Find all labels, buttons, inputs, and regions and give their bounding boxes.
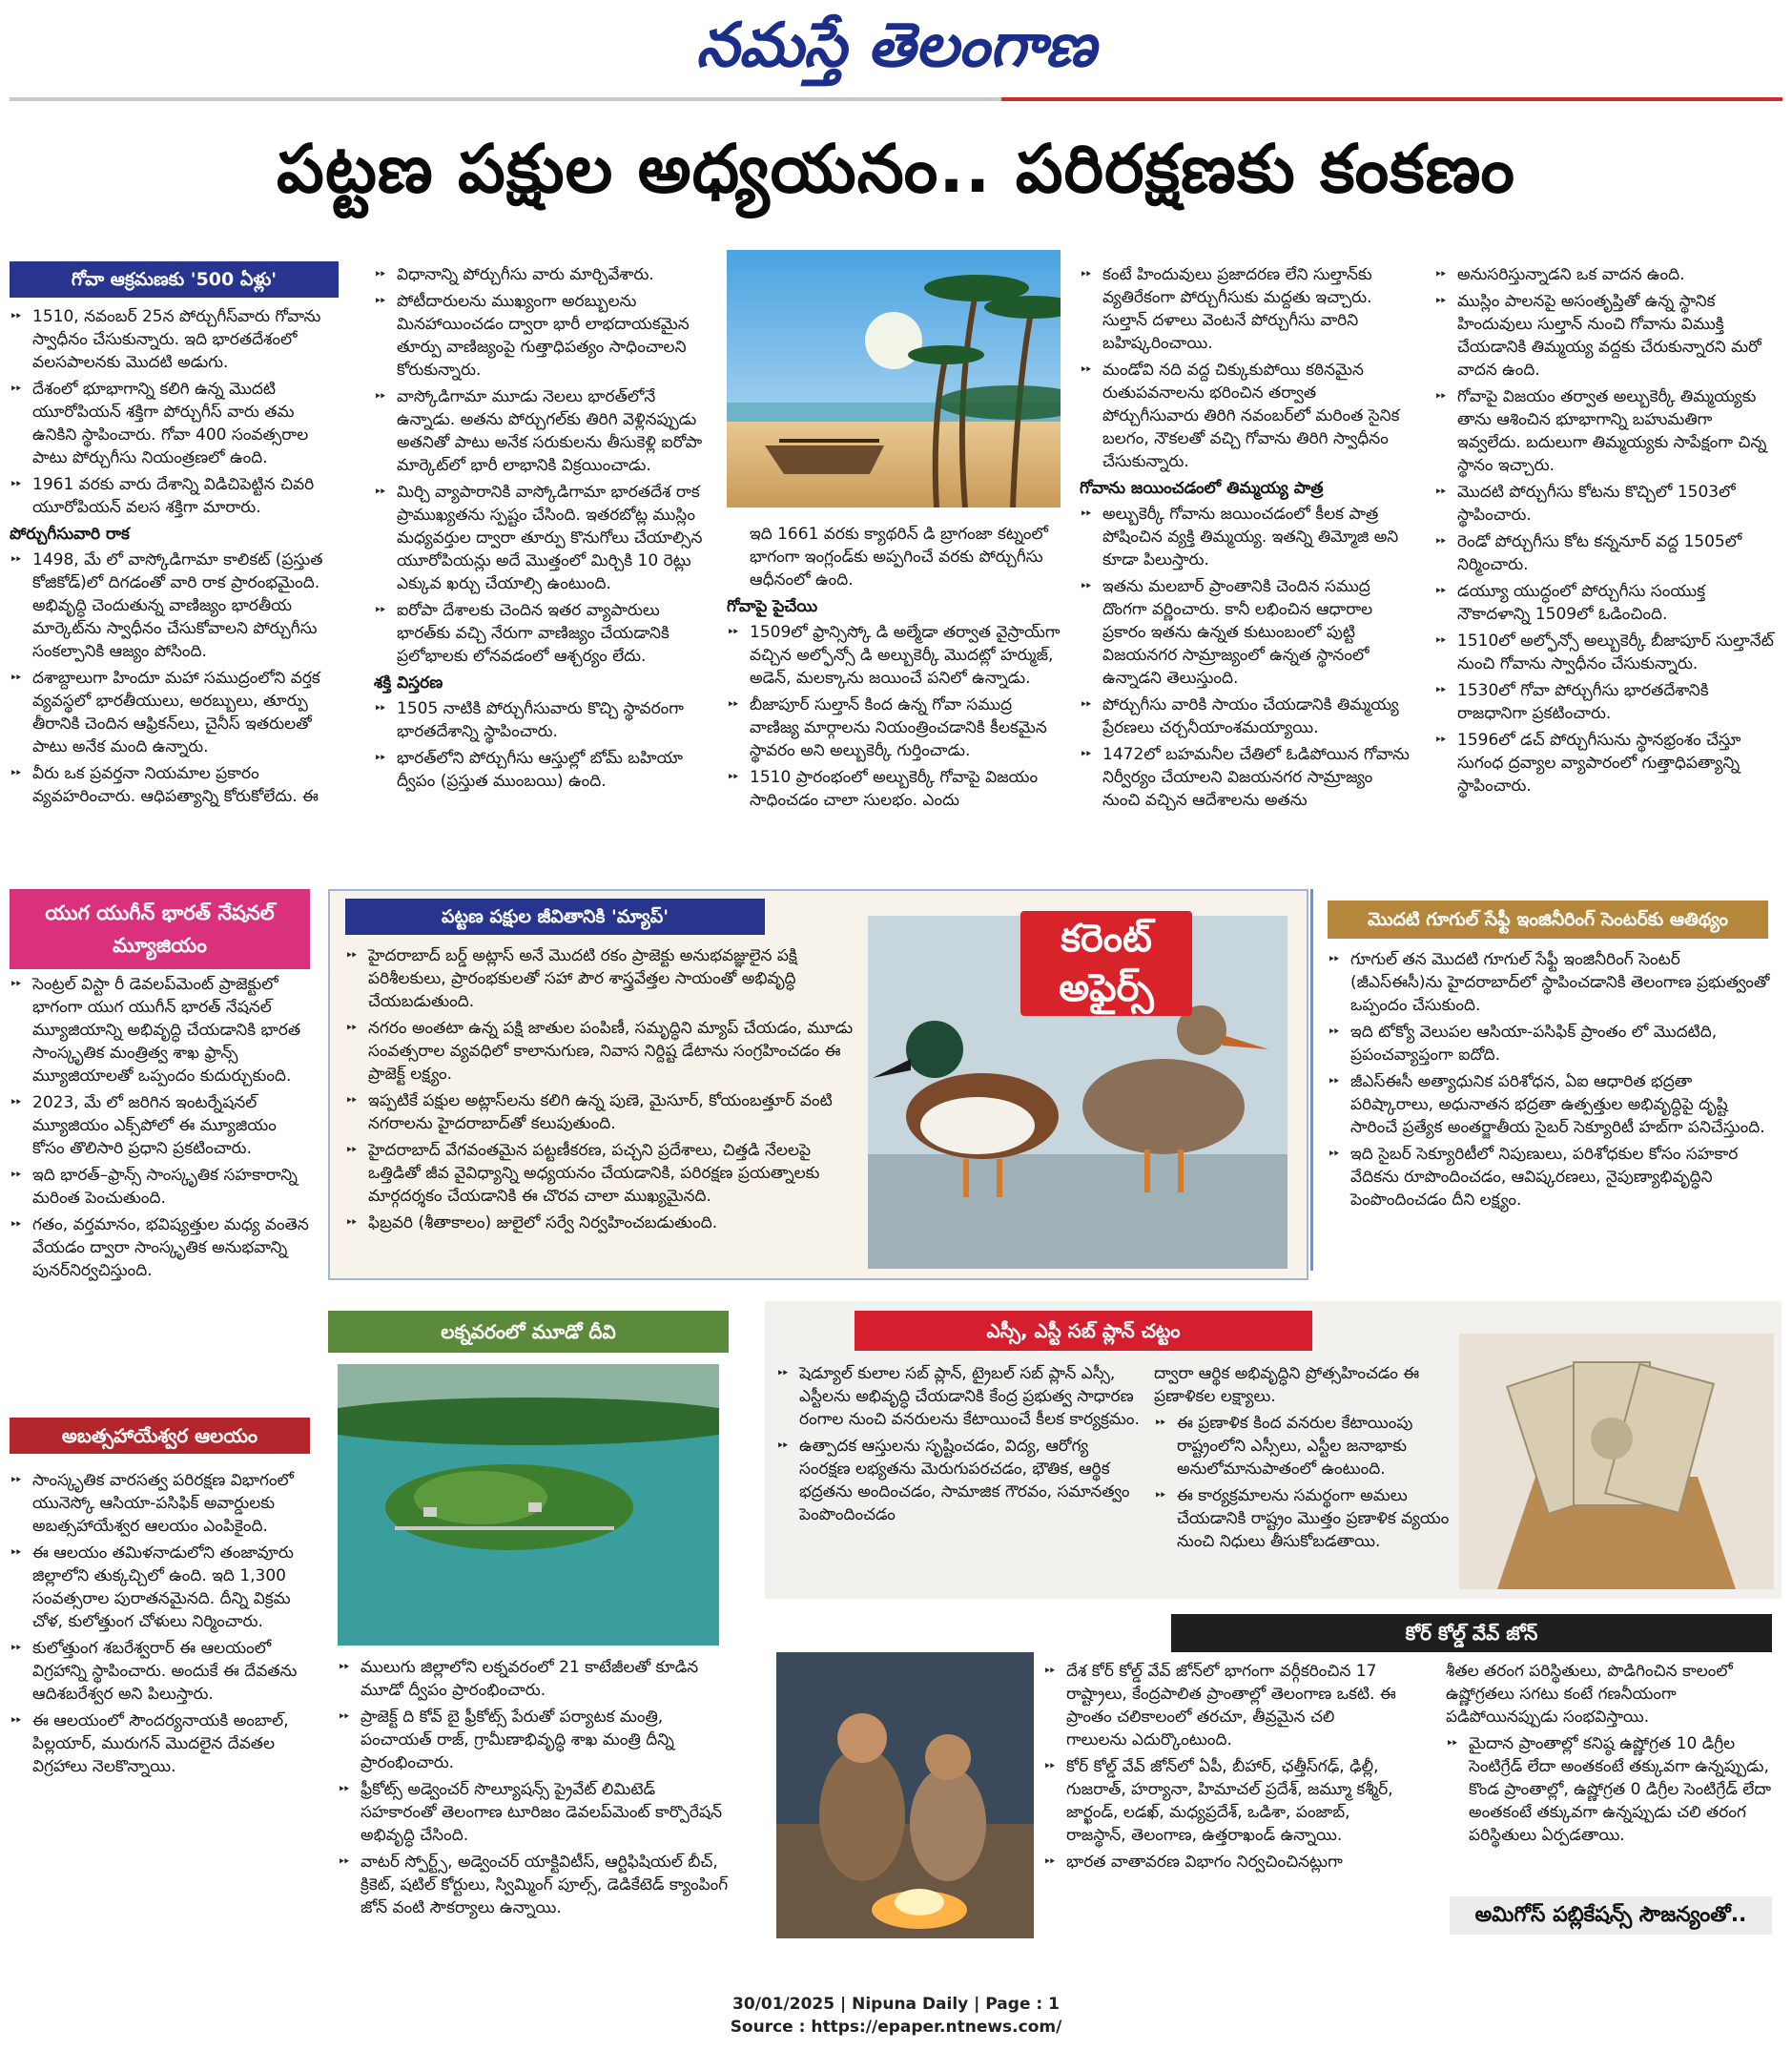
list-item: ‣‣ 2023, మే లో జరిగిన ఇంటర్నేషనల్ మ్యూజియం ఎక్స్‌పోలో ఈ మ్యూజియం కోసం తొలిసారి ప్రధాని ప్రకటించారు.: [10, 1091, 313, 1160]
scst-col2-list: [1154, 1412, 1450, 1553]
list-item: ‣‣ వాటర్ స్పోర్ట్స్, అడ్వెంచర్ యాక్టివిటీస్, ఆర్టిఫిషియల్ బీచ్, క్రికెట్, షటిల్ కోర్టులు, స్విమ్మింగ్ పూల్స్, డెడికేటెడ్ క్యాంపింగ్ జోన్ వంటి సౌకర్యాలు ఉన్నాయి.: [338, 1851, 729, 1919]
masthead-logo: నమస్తే తెలంగాణ: [695, 10, 1097, 81]
list-item: ‣‣ ఫ్రీకోట్స్ అడ్వెంచర్ సొల్యూషన్స్ ప్రైవేట్ లిమిటెడ్ సహకారంతో తెలంగాణ టూరిజం డెవలప్‌మెంట్ కార్పొరేషన్ అభివృద్ధి చేసింది.: [338, 1778, 729, 1847]
list-item: ‣‣ వీరు ఒక ప్రవర్తనా నియమాల ప్రకారం వ్యవహరించారు. ఆధిపత్యాన్ని కోరుకోలేదు. ఈ: [10, 762, 340, 808]
bonfire-photo: [776, 1652, 1034, 1938]
list-item: ‣‣ కులోత్తుంగ శబరేశ్వరార్ ఈ ఆలయంలో విగ్రహాన్ని స్థాపించారు. అందుకే ఈ దేవతను ఆదిశబరేశ్వర అని పిలుస్తారు.: [10, 1637, 313, 1706]
museum-column: [10, 973, 313, 1402]
page-headline: పట్టణ పక్షుల అధ్యయనం.. పరిరక్షణకు కంకణం: [277, 130, 1515, 208]
coldwave-section-title: కోర్ కోల్డ్ వేవ్ జోన్: [1171, 1614, 1772, 1652]
list-item: ‣‣ ముస్లిం పాలనపై అసంతృప్తితో ఉన్న స్థానిక హిందువులు సుల్తాన్ నుంచి గోవాను విముక్తి చేయడానికి తిమ్మయ్య వద్దకు చేరుకున్నారని మరో వాదన ఉంది.: [1434, 290, 1780, 382]
goa-col1b-list: [10, 549, 340, 808]
scst-column-2: [1154, 1362, 1450, 1599]
publication-credit: అమిగోస్ పబ్లికేషన్స్ సౌజన్యంతో..: [1450, 1896, 1772, 1935]
list-item: ‣‣ పోర్చుగీసు వారికి సాయం చేయడానికి తిమ్మయ్య ప్రేరణలు చర్చనీయాంశమయ్యాయి.: [1080, 694, 1413, 739]
list-item: ‣‣ దేశంలో భూభాగాన్ని కలిగి ఉన్న మొదటి యూరోపియన్ శక్తిగా పోర్చుగీస్ వారు తమ ఉనికిని స్థాపించారు. గోవా 400 సంవత్సరాల పాటు పోర్చుగీసు నియంత్రణలో ఉంది.: [10, 378, 340, 469]
list-item: ‣‣ సెంట్రల్ విస్టా రీ డెవలప్‌మెంట్ ప్రాజెక్టులో భాగంగా యుగ యుగీన్ భారత్ నేషనల్ మ్యూజియాన్ని అభివృద్ధి చేయడానికి భారత సాంస్కృతిక మంత్రిత్వ శాఖ ఫ్రాన్స్ మ్యూజియాలతో ఒప్పందం కుదుర్చుకుంది.: [10, 973, 313, 1087]
goa-subheading-upper-hand: గోవాపై పైచేయి: [727, 597, 818, 616]
list-item: ‣‣ అల్బుకెర్కీ గోవాను జయించడంలో కీలక పాత్ర పోషించిన వ్యక్తి తిమ్మయ్య. ఇతన్ని తిమ్మోజి అని కూడా పిలుస్తారు.: [1080, 503, 1413, 571]
coldwave-column-2: [1446, 1660, 1774, 1889]
goa-column-3: [727, 523, 1061, 868]
scst-section-title: ఎస్సీ, ఎస్టీ సబ్ ప్లాన్ చట్టం: [855, 1311, 1312, 1351]
list-item: ‣‣ పోటీదారులను ముఖ్యంగా అరబ్బులను మినహాయించడం ద్వారా భారీ లాభదాయకమైన తూర్పు వాణిజ్యంపై గుత్తాధిపత్యం సాధించాలని కోరుకున్నారు.: [374, 290, 706, 382]
list-item: ‣‣ అనుసరిస్తున్నాడని ఒక వాదన ఉంది.: [1434, 263, 1780, 286]
scst-col1-list: [776, 1362, 1143, 1526]
list-item: ‣‣ 1472లో బహమనీల చేతిలో ఓడిపోయిన గోవాను నిర్వీర్యం చేయాలని విజయనగర సామ్రాజ్యం నుంచి వచ్చిన ఆదేశాలను అతను: [1080, 743, 1413, 812]
list-item: ‣‣ డయ్యూ యుద్ధంలో పోర్చుగీసు సంయుక్త నౌకాదళాన్ని 1509లో ఓడించింది.: [1434, 580, 1780, 626]
list-item: ‣‣ భారత్‌లోని పోర్చుగీసు ఆస్తుల్లో బోమ్ బహియా ద్వీపం (ప్రస్తుత ముంబయి) ఉంది.: [374, 747, 706, 793]
list-item: ‣‣ ఇతను మలబార్ ప్రాంతానికి చెందిన సముద్ర దొంగగా వర్ణించారు. కానీ లభించిన ఆధారాల ప్రకారం ఇతను ఉన్నత కుటుంబంలో పుట్టి విజయనగర సామ్రాజ్యంలో ఉన్నత స్థానంలో ఉన్నాడని తెలుస్తుంది.: [1080, 575, 1413, 690]
island-section-title: లక్నవరంలో మూడో దీవి: [328, 1311, 729, 1353]
coldwave-col2-intro: శీతల తరంగ పరిస్థితులు, పొడిగించిన కాలంలో ఉష్ణోగ్రతలు సగటు కంటే గణనీయంగా పడిపోయినప్పుడు సంభవిస్తాయి.: [1446, 1662, 1733, 1727]
list-item: ‣‣ బీజాపూర్ సుల్తాన్ కింద ఉన్న గోవా సముద్ర వాణిజ్య మార్గాలను నియంత్రించడానికి కీలకమైన స్థావరం అని అల్బుకెర్కీ గుర్తించాడు.: [727, 694, 1061, 762]
goa-section-title: గోవా ఆక్రమణకు '500 ఏళ్లు': [10, 261, 339, 298]
list-item: ‣‣ విధానాన్ని పోర్చుగీసు వారు మార్చివేశారు.: [374, 263, 706, 286]
list-item: ‣‣ 1961 వరకు వారు దేశాన్ని విడిచిపెట్టిన చివరి యూరోపియన్ వలస శక్తిగా మారారు.: [10, 473, 340, 519]
list-item: ‣‣ దేశ కోర్ కోల్డ్ వేవ్ జోన్‌లో భాగంగా వర్గీకరించిన 17 రాష్ట్రాలు, కేంద్రపాలిత ప్రాంతాల్లో తెలంగాణ ఒకటి. ఈ ప్రాంతం చలికాలంలో తరచూ, తీవ్రమైన చలి గాలులను ఎదుర్కొంటుంది.: [1043, 1660, 1396, 1751]
footer-source-link[interactable]: Source : https://epaper.ntnews.com/: [730, 2018, 1062, 2037]
birds-list: [345, 944, 860, 1234]
google-column: [1328, 948, 1776, 1273]
list-item: ‣‣ షెడ్యూల్ కులాల సబ్ ప్లాన్, ట్రైబల్ సబ్ ప్లాన్ ఎస్సీ, ఎస్టీలను అభివృద్ధి చేయడానికి కేంద్ర ప్రభుత్వ సాధారణ రంగాల నుంచి వనరులను కేటాయించే కీలక కార్యక్రమం.: [776, 1362, 1143, 1431]
list-item: ‣‣ ఉత్పాదక ఆస్తులను సృష్టించడం, విద్య, ఆరోగ్య సంరక్షణ లభ్యతను మెరుగుపరచడం, భౌతిక, ఆర్థిక భద్రతను అందించడం, సామాజిక గౌరవం, సమానత్వం పెంపొందించడం: [776, 1435, 1143, 1526]
goa-column-2: [374, 263, 706, 868]
list-item: ‣‣ ఇది సైబర్ సెక్యూరిటీలో నిపుణులు, పరిశోధకుల కోసం సహకార వేదికను రూపొందించడం, ఆవిష్కరణలు, నైపుణ్యాభివృద్ధిని పెంపొందించడం దీని లక్ష్యం.: [1328, 1143, 1776, 1211]
scst-column-1: [776, 1362, 1143, 1599]
list-item: ‣‣ మండోవి నది వద్ద చిక్కుకుపోయి కఠినమైన రుతుపవనాలను భరించిన తర్వాత పోర్చుగీసువారు తిరిగి నవంబర్‌లో మరింత సైనిక బలగం, నౌకలతో వచ్చి గోవాను తిరిగి స్వాధీనం చేసుకున్నారు.: [1080, 359, 1413, 473]
island-column: [338, 1656, 729, 1990]
goa-subheading-thimmayya: గోవాను జయించడంలో తిమ్మయ్య పాత్ర: [1080, 479, 1324, 498]
list-item: ‣‣ ఇది టోక్యో వెలుపల ఆసియా-పసిఫిక్ ప్రాంతం లో మొదటిది, ప్రపంచవ్యాప్తంగా ఐదోది.: [1328, 1021, 1776, 1066]
coldwave-column-1: [1043, 1660, 1396, 1942]
page-footer: [0, 1993, 1792, 2039]
list-item: ‣‣ 1510, నవంబర్ 25న పోర్చుగీస్‌వారు గోవాను స్వాధీనం చేసుకున్నారు. ఇది భారతదేశంలో వలసపాలనకు మొదటి అడుగు.: [10, 305, 340, 374]
temple-column: [10, 1469, 313, 1984]
goa-col1-list: [10, 305, 340, 519]
goa-subheading-arrival: పోర్చుగీసువారి రాక: [10, 525, 130, 544]
list-item: ‣‣ 1505 నాటికి పోర్చుగీసువారు కొచ్చి స్థావరంగా భారతదేశాన్ని స్థాపించారు.: [374, 697, 706, 743]
list-item: ‣‣ నగరం అంతటా ఉన్న పక్షి జాతుల పంపిణీ, సమృద్ధిని మ్యాప్ చేయడం, మూడు సంవత్సరాల వ్యవధిలో కాలానుగుణ, నివాస నిర్దిష్ట డేటాను సంగ్రహించడం ఈ ప్రాజెక్ట్ లక్ష్యం.: [345, 1017, 860, 1086]
footer-date-line: 30/01/2025 | Nipuna Daily | Page : 1: [732, 1995, 1060, 2014]
list-item: ‣‣ ఈ ఆలయం తమిళనాడులోని తంజావూరు జిల్లాలోని తుక్కచ్చిలో ఉంది. ఇది 1,300 సంవత్సరాల పురాతనమైనది. దీన్ని విక్రమ చోళ, కులోత్తుంగ చోళులు నిర్మించారు.: [10, 1542, 313, 1633]
list-item: ‣‣ రెండో పోర్చుగీసు కోట కన్ననూర్ వద్ద 1505లో నిర్మించారు.: [1434, 530, 1780, 576]
list-item: ‣‣ దశాబ్దాలుగా హిందూ మహా సముద్రంలోని వర్తక వ్యవస్థలో భారతీయులు, అరబ్బులు, తూర్పు తీరానికి చెందిన ఆఫ్రికన్‌లు, చైనీస్ ఇతరులతో పాటు అనేక మంది ఉన్నారు.: [10, 667, 340, 758]
masthead-rule-accent: [1001, 97, 1782, 101]
list-item: ‣‣ ఐరోపా దేశాలకు చెందిన ఇతర వ్యాపారులు భారత్‌కు వచ్చి నేరుగా వాణిజ్యం చేయడానికి ప్రలోభాలకు లోనవడంలో ఆశ్చర్యం లేదు.: [374, 599, 706, 668]
island-list: [338, 1656, 729, 1919]
birds-section-title: పట్టణ పక్షుల జీవితానికి 'మ్యాప్': [345, 899, 765, 935]
museum-list: [10, 973, 313, 1282]
list-item: ‣‣ 1510 ప్రారంభంలో అల్బుకెర్కీ గోవాపై విజయం సాధించడం చాలా సులభం. ఎందు: [727, 766, 1061, 812]
google-divider: [1310, 889, 1313, 1271]
scst-col2-intro: ద్వారా ఆర్థిక అభివృద్ధిని ప్రోత్సహించడం ఈ ప్రణాళికల లక్ష్యాలు.: [1154, 1364, 1420, 1406]
temple-section-title: అబత్సహాయేశ్వర ఆలయం: [10, 1418, 310, 1454]
list-item: ‣‣ కంటే హిందువులు ప్రజాదరణ లేని సుల్తాన్‌కు వ్యతిరేకంగా పోర్చుగీసుకు మద్దతు ఇచ్చారు. సుల్తాన్ దళాలు వెంటనే పోర్చుగీసు వారిని బహిష్కరించాయి.: [1080, 263, 1413, 355]
list-item: ‣‣ సాంస్కృతిక వారసత్వ పరిరక్షణ విభాగంలో యునెస్కో ఆసియా-పసిఫిక్ అవార్డులకు అబత్సహాయేశ్వర ఆలయం ఎంపికైంది.: [10, 1469, 313, 1538]
goa-column-1: [10, 305, 340, 868]
list-item: ‣‣ వాస్కోడిగామా మూడు నెలలు భారత్‌లోనే ఉన్నాడు. అతను పోర్చుగల్‌కు తిరిగి వెళ్లినప్పుడు అతనితో పాటు అనేక సరుకులను తీసుకెళ్లి ఐరోపా మార్కెట్‌లో భారీ లాభానికి విక్రయించాడు.: [374, 385, 706, 477]
list-item: ‣‣ మైదాన ప్రాంతాల్లో కనిష్ఠ ఉష్ణోగ్రత 10 డిగ్రీల సెంటిగ్రేడ్ లేదా అంతకంటే తక్కువగా ఉన్నప్పుడు, కొండ ప్రాంతాల్లో, ఉష్ణోగ్రత 0 డిగ్రీల సెంటిగ్రేడ్ లేదా అంతకంటే తక్కువగా ఉన్నప్పుడు చలి తరంగ పరిస్థితులు ఏర్పడతాయి.: [1446, 1732, 1774, 1847]
list-item: ‣‣ ఈ కార్యక్రమాలను సమర్థంగా అమలు చేయడానికి రాష్ట్రం మొత్తం ప్రణాళిక వ్యయం నుంచి నిధులు తీసుకోబడతాయి.: [1154, 1484, 1450, 1553]
list-item: ‣‣ 1509లో ఫ్రాన్సిస్కో డి అల్మేడా తర్వాత వైస్రాయ్‌గా వచ్చిన అల్ఫోన్సో డి అల్బుకెర్కీ మొదట్లో హర్ముజ్, అడెన్, మలక్కాను జయించే పనిలో ఉన్నాడు.: [727, 621, 1061, 690]
money-photo: [1459, 1334, 1774, 1589]
list-item: ‣‣ ప్రాజెక్ట్ ది కోవ్ బై ఫ్రీకోట్స్ పేరుతో పర్యాటక మంత్రి, పంచాయత్ రాజ్, గ్రామీణాభివృద్ధి శాఖ మంత్రి దీన్ని ప్రారంభించారు.: [338, 1706, 729, 1774]
list-item: ‣‣ భారత వాతావరణ విభాగం నిర్వచించినట్లుగా: [1043, 1851, 1396, 1874]
list-item: ‣‣ మొదటి పోర్చుగీసు కోటను కొచ్చిలో 1503లో స్థాపించారు.: [1434, 481, 1780, 527]
list-item: ‣‣ గూగుల్ తన మొదటి గూగుల్ సేఫ్టీ ఇంజినీరింగ్ సెంటర్ (జీఎస్‌ఈసీ)ను హైదరాబాద్‌లో స్థాపించడానికి తెలంగాణ ప్రభుత్వంతో ఒప్పందం చేసుకుంది.: [1328, 948, 1776, 1017]
island-photo: [338, 1364, 719, 1646]
list-item: ‣‣ 1498, మే లో వాస్కోడిగామా కాలికట్ (ప్రస్తుత కోజికోడ్)లో దిగడంతో వారి రాక ప్రారంభమైంది. అభివృద్ధి చెందుతున్న వాణిజ్యం భారతీయ మార్కెట్‌ను స్వాధీనం చేసుకోవాలని పోర్చుగీసు సంకల్పానికి ఆజ్యం పోసింది.: [10, 549, 340, 663]
museum-section-title: యుగ యుగీన్ భారత్ నేషనల్ మ్యూజియం: [10, 889, 310, 969]
coldwave-col2-list: [1446, 1732, 1774, 1847]
goa-subheading-expansion: శక్తి విస్తరణ: [374, 673, 443, 693]
list-item: ‣‣ ఇప్పటికే పక్షుల అట్లాస్‌లను కలిగి ఉన్న పుణె, మైసూర్, కోయంబత్తూర్ వంటి నగరాలను హైదరాబాద్‌తో కలుపుతుంది.: [345, 1089, 860, 1135]
list-item: ‣‣ ఇది భారత్–ఫ్రాన్స్ సాంస్కృతిక సహకారాన్ని మరింత పెంచుతుంది.: [10, 1164, 313, 1210]
list-item: ‣‣ హైదరాబాద్ వేగవంతమైన పట్టణీకరణ, పచ్చని ప్రదేశాలు, చిత్తడి నేలలపై ఒత్తిడితో జీవ వైవిధ్యాన్ని అధ్యయనం చేయడానికి, పరిరక్షణ ప్రయత్నాలకు మార్గదర్శకం చేయడానికి ఈ చొరవ చాలా ముఖ్యమైనది.: [345, 1139, 860, 1208]
list-item: ‣‣ కోర్ కోల్డ్ వేవ్ జోన్‌లో ఏపీ, బీహార్, ఛత్తీస్‌గఢ్, ఢిల్లీ, గుజరాత్, హర్యానా, హిమాచల్ ప్రదేశ్, జమ్మూ కశ్మీర్, జార్ఖండ్, లడఖ్, మధ్యప్రదేశ్, ఒడిశా, పంజాబ్, రాజస్థాన్, తెలంగాణ, ఉత్తరాఖండ్ ఉన్నాయి.: [1043, 1755, 1396, 1847]
current-affairs-badge: కరెంట్ అఫైర్స్: [1020, 911, 1192, 1016]
list-item: ‣‣ ఫిబ్రవరి (శీతాకాలం) జులైలో సర్వే నిర్వహించబడుతుంది.: [345, 1211, 860, 1234]
list-item: ‣‣ ములుగు జిల్లాలోని లక్నవరంలో 21 కాటేజీలతో కూడిన మూడో ద్వీపం ప్రారంభించారు.: [338, 1656, 729, 1702]
list-item: ‣‣ ఈ ప్రణాళిక కింద వనరుల కేటాయింపు రాష్ట్రంలోని ఎస్సీలు, ఎస్టీల జనాభాకు అనులోమానుపాతంలో ఉంటుంది.: [1154, 1412, 1450, 1481]
list-item: ‣‣ మిర్చి వ్యాపారానికి వాస్కోడిగామా భారతదేశ రాక ప్రాముఖ్యతను స్పష్టం చేసింది. ఇతరబోట్ల ముస్లిం మధ్యవర్తుల ద్వారా తూర్పు కొనుగోలు చేయాల్సిన యూరోపియన్లు అదే మొత్తంలో మిర్చికి 10 రెట్లు ఎక్కువ ఖర్చు చేయాల్సి ఉంటుంది.: [374, 481, 706, 595]
goa-col3-intro: ఇది 1661 వరకు క్యాథరిన్ డి బ్రాగంజా కట్నంలో భాగంగా ఇంగ్లండ్‌కు అప్పగించే వరకు పోర్చుగీసు ఆధీనంలో ఉంది.: [750, 525, 1048, 590]
goa-col5-list: [1434, 263, 1780, 797]
goa-col4b-list: [1080, 503, 1413, 812]
goa-col2b-list: [374, 697, 706, 793]
list-item: ‣‣ ఈ ఆలయంలో సౌందర్యనాయకి అంబాల్, పిల్లయార్, మురుగన్ మొదలైన దేవతల విగ్రహాలు నెలకొన్నాయి.: [10, 1709, 313, 1778]
goa-beach-photo: [727, 250, 1061, 507]
list-item: ‣‣ జీఎస్‌ఈసీ అత్యాధునిక పరిశోధన, ఏఐ ఆధారిత భద్రతా పరిష్కారాలు, అధునాతన భద్రతా ఉత్పత్తుల అభివృద్ధిపై దృష్టి సారించే ప్రత్యేక అంతర్జాతీయ సైబర్ సెక్యూరిటీ హబ్‌గా పనిచేస్తుంది.: [1328, 1070, 1776, 1139]
list-item: ‣‣ గతం, వర్తమానం, భవిష్యత్తుల మధ్య వంతెన వేయడం ద్వారా సాంస్కృతిక అనుభవాన్ని పునర్‌నిర్వచిస్తుంది.: [10, 1213, 313, 1282]
birds-column: [345, 944, 860, 1269]
goa-column-4: [1080, 263, 1413, 868]
goa-col3-list: [727, 621, 1061, 812]
google-section-title: మొదటి గూగుల్ సేఫ్టీ ఇంజినీరింగ్ సెంటర్‌కు ఆతిథ్యం: [1328, 901, 1768, 939]
temple-list: [10, 1469, 313, 1778]
goa-col4-list: [1080, 263, 1413, 473]
list-item: ‣‣ 1510లో అల్ఫోన్సో అల్బుకెర్కీ బీజాపూర్ సుల్తానేట్ నుంచి గోవాను స్వాధీనం చేసుకున్నారు.: [1434, 630, 1780, 675]
list-item: ‣‣ 1596లో డచ్ పోర్చుగీసును స్థానభ్రంశం చేస్తూ సుగంధ ద్రవ్యాల వ్యాపారంలో గుత్తాధిపత్యాన్ని స్థాపించారు.: [1434, 729, 1780, 797]
list-item: ‣‣ గోవాపై విజయం తర్వాత అల్బుకెర్కీ తిమ్మయ్యకు తాను ఆశించిన భూభాగాన్ని బహుమతిగా ఇవ్వలేదు. బదులుగా తిమ్మయ్యకు సాపేక్షంగా చిన్న స్థానం ఇచ్చారు.: [1434, 385, 1780, 477]
goa-column-5: [1434, 263, 1780, 868]
list-item: ‣‣ 1530లో గోవా పోర్చుగీసు భారతదేశానికి రాజధానిగా ప్రకటించారు.: [1434, 679, 1780, 725]
google-list: [1328, 948, 1776, 1211]
coldwave-col1-list: [1043, 1660, 1396, 1874]
list-item: ‣‣ హైదరాబాద్ బర్డ్ అట్లాస్ అనే మొదటి రకం ప్రాజెక్టు అనుభవజ్ఞులైన పక్షి పరిశీలకులు, ప్రారంభకులతో సహా పౌర శాస్త్రవేత్తల సాయంతో అభివృద్ధి చేయబడుతుంది.: [345, 944, 860, 1013]
goa-col2-list: [374, 263, 706, 668]
